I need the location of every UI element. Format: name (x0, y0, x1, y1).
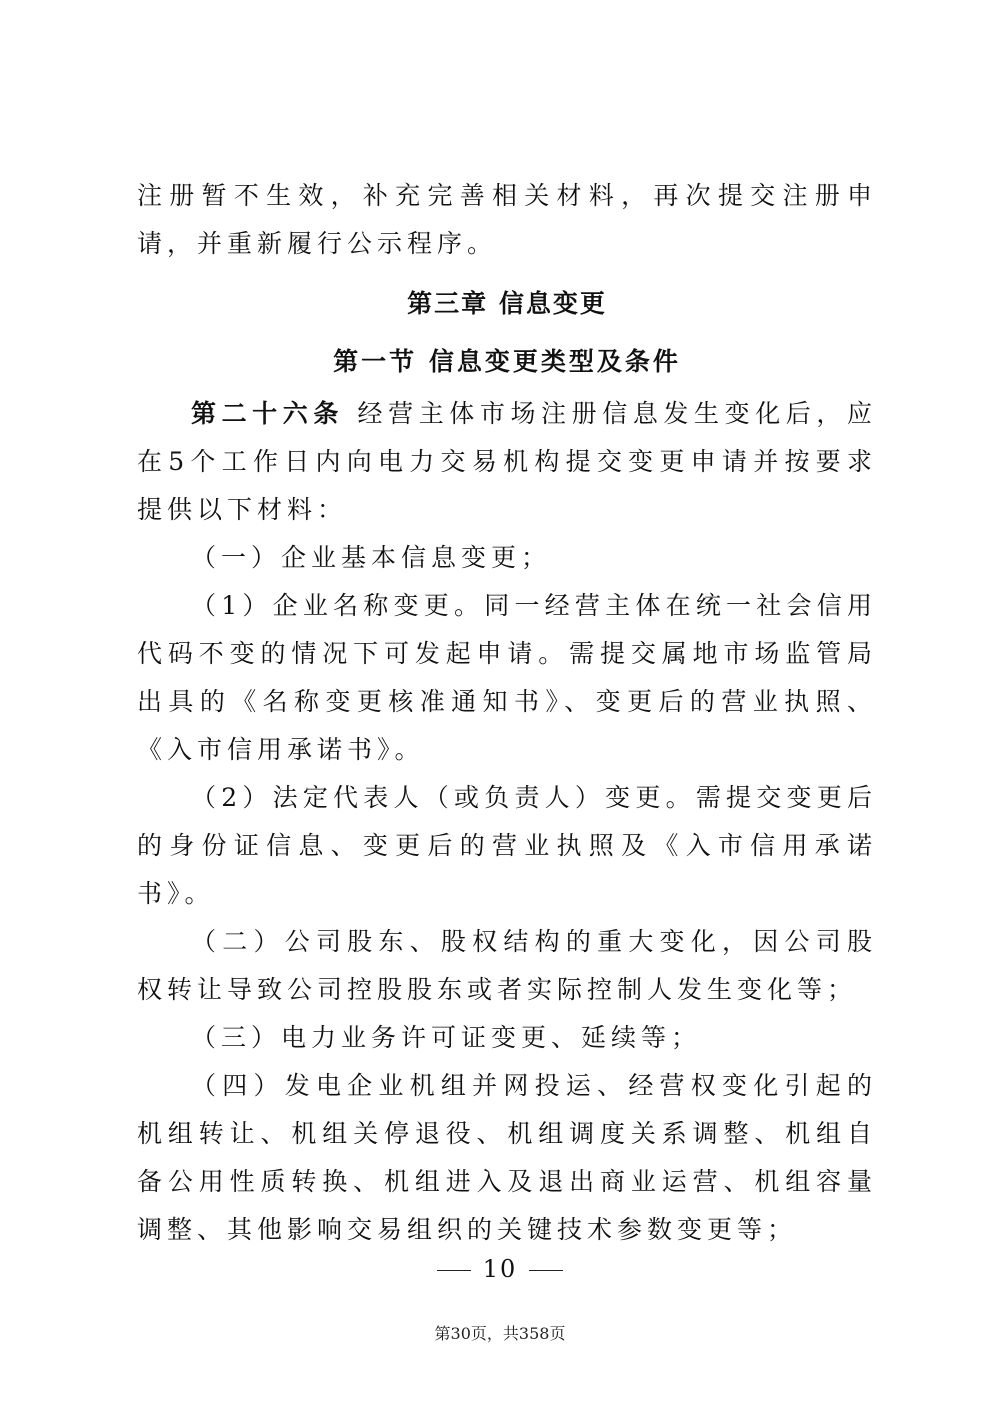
page-count-footer: 第30页，共358页 (434, 1324, 566, 1343)
list-item-1-2: （2）法定代表人（或负责人）变更。需提交变更后的身份证信息、变更后的营业执照及《入市信用承诺书》。 (137, 783, 877, 908)
article-label: 第二十六条 (191, 399, 344, 428)
article-text: 经营主体市场注册信息发生变化后，应在5个工作日内向电力交易机构提交变更申请并按要求提供以下材料： (137, 399, 877, 524)
list-item-1-1: （1）企业名称变更。同一经营主体在统一社会信用代码不变的情况下可发起申请。需提交属地市场监管局出具的《名称变更核准通知书》、变更后的营业执照、《入市信用承诺书》。 (137, 591, 877, 764)
section-title: 第一节 信息变更类型及条件 (333, 347, 681, 376)
page-body (137, 172, 877, 1254)
article-26-paragraph (137, 390, 877, 534)
left-dash (437, 1270, 471, 1271)
page-number-value: 10 (482, 1255, 518, 1283)
list-item-4: （四）发电企业机组并网投运、经营权变化引起的机组转让、机组关停退役、机组调度关系调整、机组自备公用性质转换、机组进入及退出商业运营、机组容量调整、其他影响交易组织的关键技术参数变更等； (137, 1071, 877, 1244)
right-dash (529, 1270, 563, 1271)
page-number (0, 1254, 1000, 1284)
chapter-title: 第三章 信息变更 (407, 289, 607, 318)
list-item-2: （二）公司股东、股权结构的重大变化，因公司股权转让导致公司控股股东或者实际控制人发生变化等； (137, 927, 877, 1004)
list-item-3: （三）电力业务许可证变更、延续等； (191, 1023, 702, 1052)
continuation-paragraph: 注册暂不生效，补充完善相关材料，再次提交注册申请，并重新履行公示程序。 (137, 181, 877, 258)
list-item-1: （一）企业基本信息变更； (191, 543, 552, 572)
